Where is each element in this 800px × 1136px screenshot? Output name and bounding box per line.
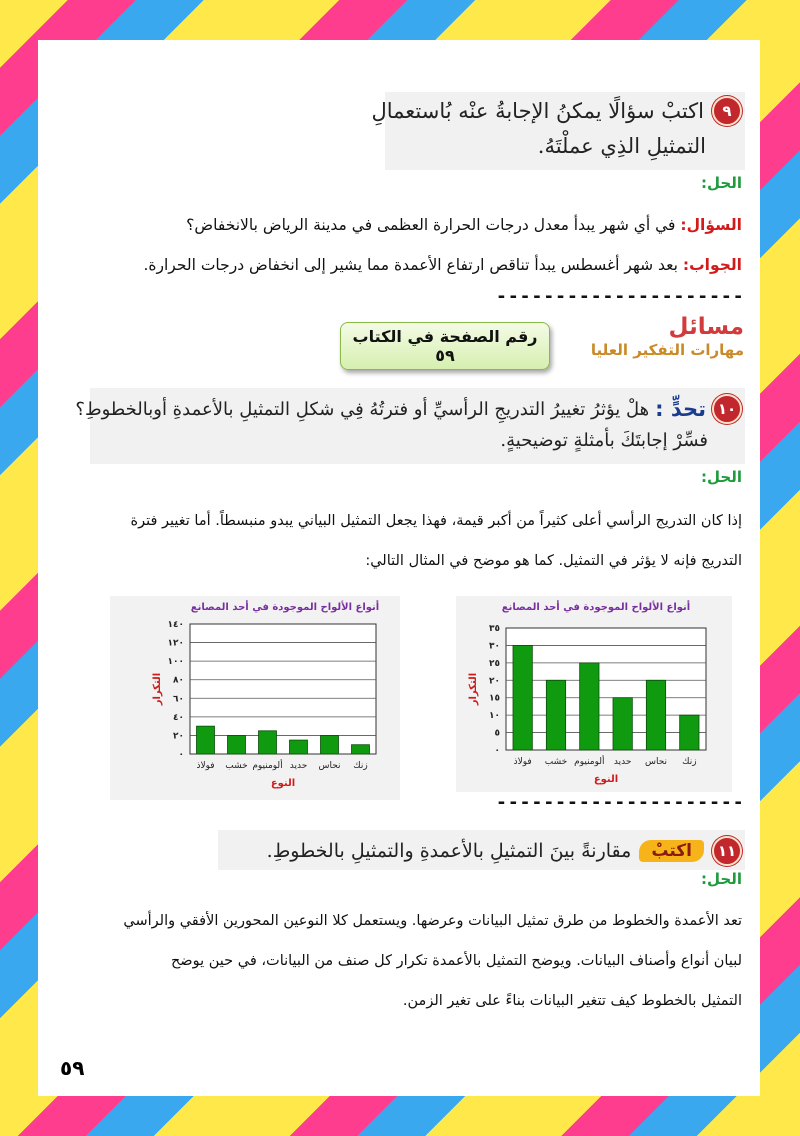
solution-label-11: الحل:: [701, 870, 742, 888]
q10-answer-line1: إذا كان التدريج الرأسي أعلى كثيراً من أكبر قيمة، فهذا يجعل التمثيل البياني يبدو منبسطاً. أما تغيير فترة: [130, 513, 742, 529]
bar-نحاس: [646, 680, 665, 750]
section-heading: [591, 314, 744, 360]
bar-chart-small-scale-svg: [456, 596, 732, 792]
bar-زنك: [352, 745, 370, 754]
bar-زنك: [680, 715, 699, 750]
x-tick-label: زنك: [682, 757, 697, 767]
y-tick-label: ٠: [178, 750, 184, 760]
book-page-reference: [340, 322, 550, 370]
y-tick-label: ٣٠: [489, 641, 500, 652]
bar-حديد: [613, 698, 632, 750]
y-tick-label: ٢٠: [489, 676, 500, 687]
question-10-line2: فسِّرْ إجابتَكَ بأمثلةٍ توضيحيةٍ.: [500, 430, 708, 451]
question-9-number: ٩: [712, 96, 742, 126]
challenge-tag: تحدٍّ :: [655, 397, 706, 421]
y-tick-label: ٠: [494, 746, 500, 756]
q11-answer-line2: لبيان أنواع وأصناف البيانات. ويوضح التمثيل بالأعمدة تكرار كل صنف من البيانات، في حين يوضح: [170, 953, 742, 969]
y-tick-label: ٥: [494, 728, 500, 739]
y-tick-label: ٢٥: [489, 658, 500, 669]
x-tick-label: فولاذ: [196, 761, 215, 771]
y-tick-label: ٤٠: [173, 712, 184, 723]
y-axis-label: التكرار: [152, 672, 163, 706]
bar-ألومنيوم: [259, 731, 277, 754]
bar-chart-small-scale: [456, 596, 732, 792]
bar-خشب: [546, 680, 565, 750]
question-9-line2: التمثيلِ الذِي عملْتَهُ.: [537, 134, 706, 158]
question-9: [342, 96, 742, 158]
bar-chart-large-scale: [110, 596, 400, 800]
bar-حديد: [290, 740, 308, 754]
x-tick-label: نحاس: [318, 761, 341, 771]
divider-1: ---------------------: [496, 286, 745, 307]
x-tick-label: ألومنيوم: [574, 757, 605, 767]
x-tick-label: حديد: [289, 761, 308, 771]
bar-ألومنيوم: [580, 663, 599, 750]
question-11: [222, 836, 742, 866]
question-10-number: ١٠: [712, 394, 742, 424]
worksheet-page: [38, 40, 760, 1096]
y-tick-label: ١٠: [489, 711, 500, 722]
chart-title: أنواع الألواح الموجودة في أحد المصانع: [190, 602, 380, 613]
q9-answer-line: [52, 246, 742, 284]
q11-answer-line1: تعد الأعمدة والخطوط من طرق تمثيل البيانات وعرضها. ويستعمل كلا النوعين المحورين الأفقي والرأسي: [123, 913, 742, 929]
bar-فولاذ: [197, 726, 215, 754]
plot-area: [506, 628, 706, 750]
write-tag: اكتبْ: [639, 840, 704, 862]
y-tick-label: ١٢٠: [167, 638, 184, 649]
y-tick-label: ١٤٠: [167, 620, 184, 630]
solution-label-9: الحل:: [701, 174, 742, 192]
answer-text: بعد شهر أغسطس يبدأ تناقص ارتفاع الأعمدة مما يشير إلى انخفاض درجات الحرارة.: [143, 256, 678, 274]
y-tick-label: ١٥: [489, 693, 500, 704]
x-tick-label: خشب: [544, 757, 568, 767]
y-tick-label: ٨٠: [173, 675, 184, 686]
y-tick-label: ١٠٠: [167, 657, 184, 668]
q11-answer-line3: التمثيل بالخطوط كيف تتغير البيانات بناءً على تغير الزمن.: [402, 993, 742, 1009]
divider-2: ---------------------: [496, 792, 745, 813]
chart-title: أنواع الألواح الموجودة في أحد المصانع: [501, 602, 691, 613]
bar-chart-large-scale-svg: [110, 596, 400, 800]
bar-خشب: [228, 735, 246, 754]
bar-نحاس: [321, 735, 339, 754]
book-page-label: رقم الصفحة في الكتاب: [352, 327, 538, 346]
question-10: [62, 394, 742, 451]
bar-فولاذ: [513, 645, 532, 750]
x-tick-label: فولاذ: [513, 757, 532, 767]
x-tick-label: حديد: [613, 757, 632, 767]
question-11-text: مقارنةً بينَ التمثيلِ بالأعمدةِ والتمثيلِ بالخطوطِ.: [266, 840, 632, 862]
question-label: السؤال:: [680, 216, 742, 234]
solution-label-10: الحل:: [701, 468, 742, 486]
x-tick-label: خشب: [225, 761, 248, 771]
plot-area: [190, 624, 376, 754]
x-axis-label: النوع: [593, 774, 619, 785]
x-tick-label: نحاس: [644, 757, 668, 767]
question-10-line1: هلْ يؤثرُ تغييرُ التدريجِ الرأسيِّ أو فترتُهُ فِي شكلِ التمثيلِ بالأعمدةِ أوبالخطوطِ؟: [75, 398, 650, 420]
x-tick-label: ألومنيوم: [252, 761, 283, 771]
y-tick-label: ٦٠: [173, 694, 184, 705]
y-axis-label: التكرار: [468, 672, 479, 706]
question-11-number: ١١: [712, 836, 742, 866]
x-tick-label: زنك: [353, 761, 368, 771]
x-axis-label: النوع: [270, 778, 296, 789]
answer-label: الجواب:: [682, 256, 742, 274]
section-subtitle: مهارات التفكير العليا: [590, 341, 744, 359]
q10-answer-line2: التدريج فإنه لا يؤثر في التمثيل. كما هو موضح في المثال التالي:: [365, 553, 742, 569]
q9-question-line: [52, 206, 742, 244]
question-9-line1: اكتبْ سؤالًا يمكنُ الإجابةُ عنْه بُاستعمالِ: [371, 99, 704, 123]
y-tick-label: ٢٠: [173, 731, 184, 742]
section-title: مسائل: [668, 314, 744, 340]
y-tick-label: ٣٥: [489, 624, 500, 634]
page-number: ٥٩: [60, 1056, 85, 1080]
book-page-number: ٥٩: [435, 346, 455, 365]
question-text: في أي شهر يبدأ معدل درجات الحرارة العظمى في مدينة الرياض بالانخفاض؟: [186, 216, 676, 234]
